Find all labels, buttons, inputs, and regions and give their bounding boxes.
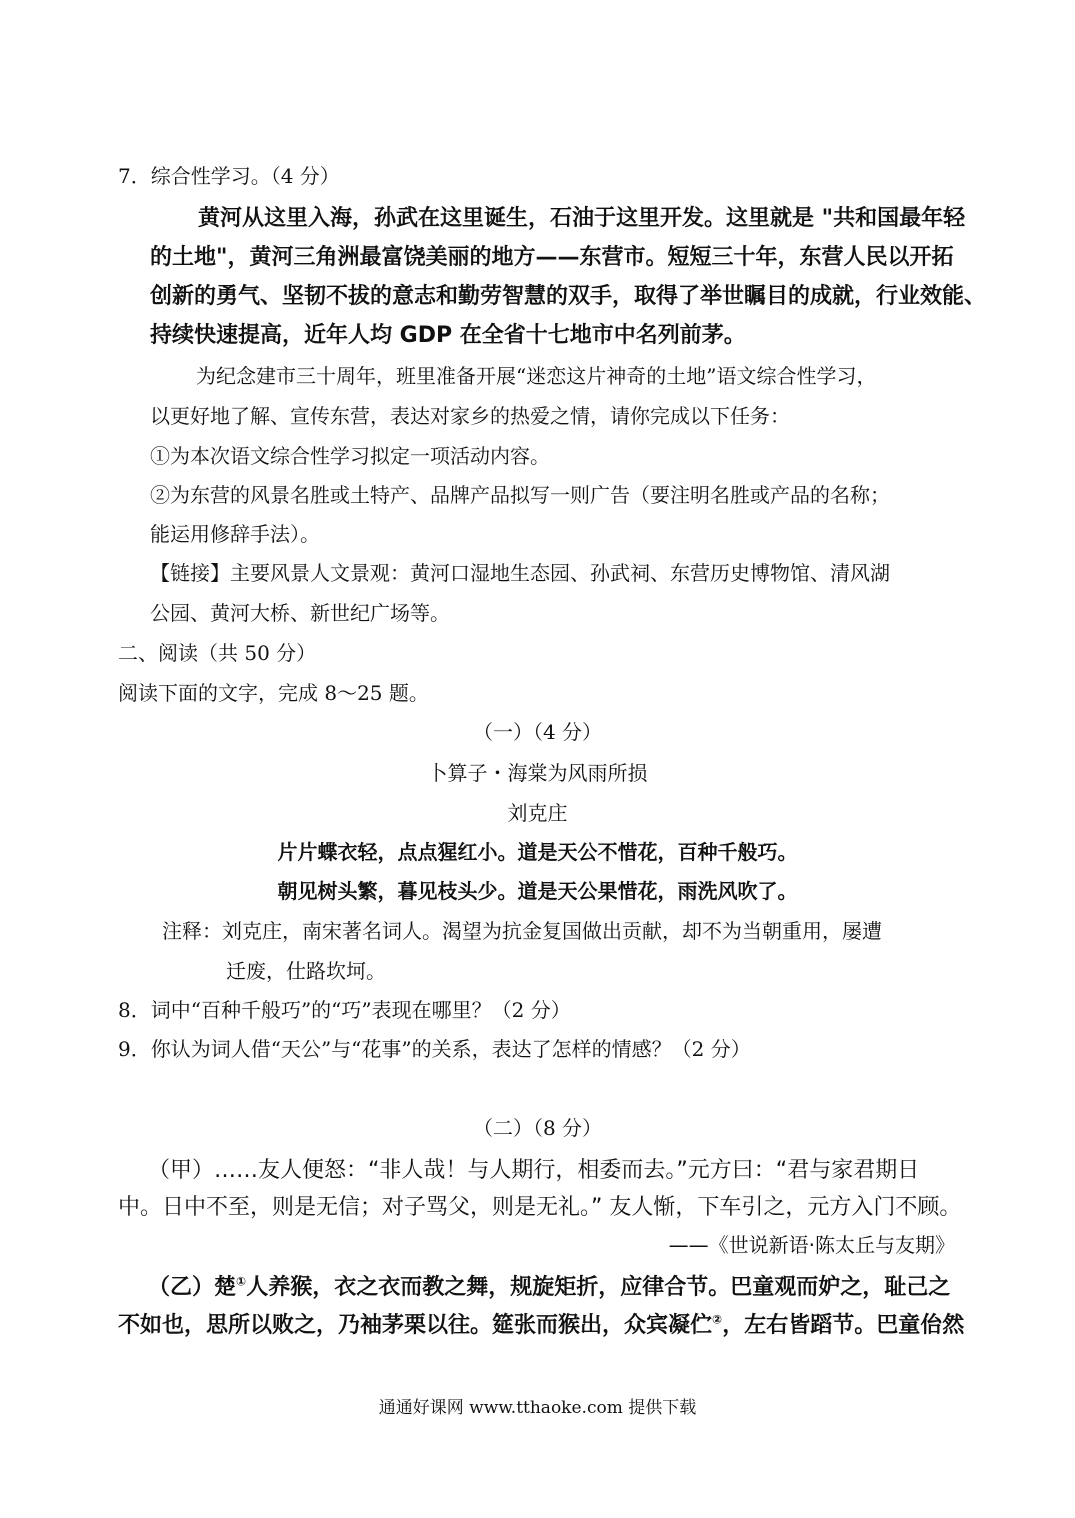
q7-item-2-line-2: 能运用修辞手法）。 [150, 522, 320, 546]
passage-jia-line-2: 中。日中不至，则是无信；对子骂父，则是无礼。” 友人惭，下车引之，元方入门不顾。 [118, 1195, 962, 1220]
q7-intro-line-2: 的土地"，黄河三角洲最富饶美丽的地方——东营市。短短三十年，东营人民以开拓 [150, 245, 954, 270]
passage-yi-line-2-start: 不如也，思所以败之，乃袖茅栗以往。筵张而猴出，众宾凝伫 [118, 1313, 713, 1338]
q7-task-line-1: 为纪念建市三十周年，班里准备开展“迷恋这片神奇的土地”语文综合性学习， [196, 364, 877, 388]
q7-link-line-1: 【链接】主要风景人文景观：黄河口湿地生态园、孙武祠、东营历史博物馆、清风湖 [150, 561, 890, 585]
q7-item-2-line-1: ②为东营的风景名胜或土特产、品牌产品拟写一则广告（要注明名胜或产品的名称； [150, 483, 890, 507]
q7-intro-line-1: 黄河从这里入海，孙武在这里诞生，石油于这里开发。这里就是 "共和国最年轻 [198, 206, 966, 231]
poem-title: 卜算子・海棠为风雨所损 [427, 761, 648, 785]
poem-note-line-2: 迁废，仕路坎坷。 [226, 959, 386, 983]
q7-item-1: ①为本次语文综合性学习拟定一项活动内容。 [150, 444, 550, 468]
poem-line-2: 朝见树头繁，暮见枝头少。道是天公果惜花，雨洗风吹了。 [277, 879, 798, 903]
passage-yi-line-2 [118, 1308, 964, 1339]
poem-note-line-1: 注释：刘克庄，南宋著名词人。渴望为抗金复国做出贡献，却不为当朝重用，屡遭 [162, 919, 882, 943]
question-8: 8．词中“百种千般巧”的“巧”表现在哪里？（2 分） [118, 998, 571, 1022]
question-9: 9．你认为词人借“天公”与“花事”的关系，表达了怎样的情感？（2 分） [118, 1037, 751, 1061]
passage-jia-line-1: （甲）……友人便怒：“非人哉！与人期行，相委而去。”元方曰：“君与家君期日 [148, 1158, 920, 1183]
part-2-heading: （二）（8 分） [472, 1116, 603, 1140]
poem-line-1: 片片蝶衣轻，点点猩红小。道是天公不惜花，百种千般巧。 [277, 840, 798, 864]
q7-link-line-2: 公园、黄河大桥、新世纪广场等。 [150, 601, 450, 625]
question-7-title: 7．综合性学习。（4 分） [118, 164, 340, 188]
passage-yi-line-1 [148, 1270, 950, 1301]
q7-intro-line-4: 持续快速提高，近年人均 GDP 在全省十七地市中名列前茅。 [150, 323, 746, 348]
passage-jia-source: ——《世说新语·陈太丘与友期》 [668, 1233, 955, 1257]
passage-yi-line-1-end: 人养猴，衣之衣而教之舞，规旋矩折，应律合节。巴童观而妒之，耻己之 [246, 1275, 951, 1300]
footnote-marker-2: ② [712, 1312, 723, 1327]
q7-task-line-2: 以更好地了解、宣传东营，表达对家乡的热爱之情，请你完成以下任务： [150, 404, 790, 428]
passage-yi-line-1-start: （乙）楚 [148, 1275, 237, 1300]
footer-download-note: 通通好课网 www.tthaoke.com 提供下载 [378, 1398, 697, 1418]
footnote-marker-1: ① [236, 1274, 247, 1289]
q7-intro-line-3: 创新的勇气、坚韧不拔的意志和勤劳智慧的双手，取得了举世瞩目的成就，行业效能、 [150, 284, 987, 309]
section-2-instruction: 阅读下面的文字，完成 8～25 题。 [118, 681, 429, 705]
poem-author: 刘克庄 [507, 801, 568, 825]
passage-yi-line-2-end: ，左右皆蹈节。巴童佁然 [722, 1313, 965, 1338]
part-1-heading: （一）（4 分） [472, 720, 603, 744]
section-2-heading: 二、阅读（共 50 分） [118, 641, 317, 665]
